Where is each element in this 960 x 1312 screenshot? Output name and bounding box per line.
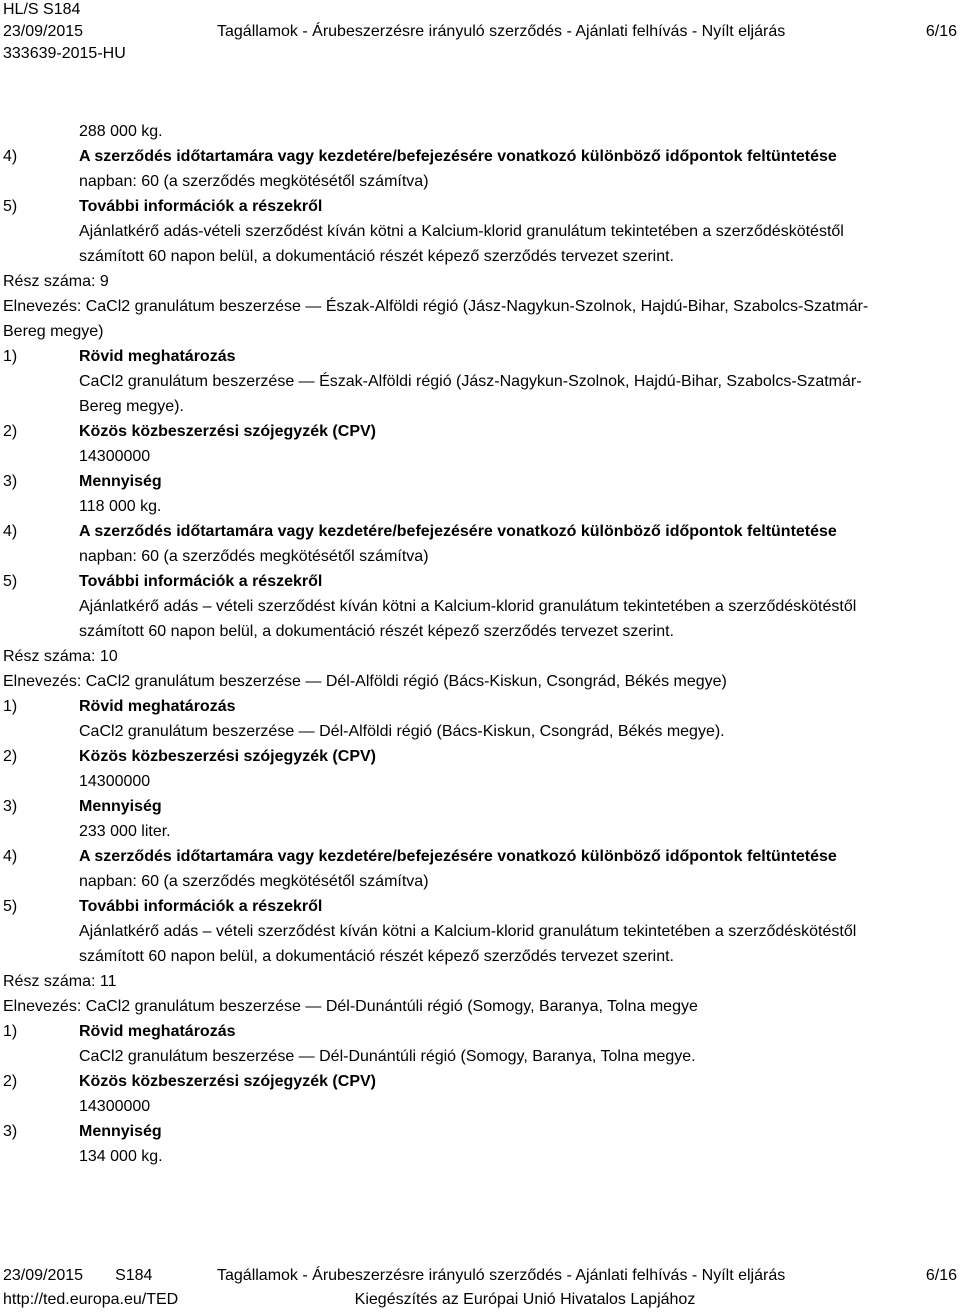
duration-value: napban: 60 (a szerződés megkötésétől számítva): [79, 173, 429, 190]
header-code: HL/S S184: [3, 1, 81, 18]
page-footer: [0, 1264, 960, 1311]
cpv-heading: [0, 419, 960, 444]
footer-left: [3, 1264, 178, 1312]
info-text-line: számított 60 napon belül, a dokumentáció részét képező szerződés tervezet szerint.: [79, 248, 674, 265]
cpv-heading: [0, 744, 960, 769]
quantity-label: Mennyiség: [79, 1123, 162, 1140]
quantity-label: Mennyiség: [79, 798, 162, 815]
item-number: 5): [3, 898, 18, 915]
info-text-line: Ajánlatkérő adás – vételi szerződést kíván kötni a Kalcium-klorid granulátum tekintetében a szerződéskötéstől: [79, 598, 857, 615]
part-title: Rész száma: 9: [3, 273, 109, 290]
info-label: További információk a részekről: [79, 573, 323, 590]
duration-heading: [0, 519, 960, 544]
header-ref: 333639-2015-HU: [3, 45, 126, 62]
quantity-heading: [0, 794, 960, 819]
cpv-value: 14300000: [79, 1098, 151, 1115]
duration-value: napban: 60 (a szerződés megkötésétől számítva): [79, 873, 429, 890]
document-body: [0, 119, 960, 1169]
duration-label: A szerződés időtartamára vagy kezdetére/befejezésére vonatkozó különböző időpontok feltüntetése: [79, 148, 837, 165]
header-left: [3, 0, 126, 65]
item-number: 2): [3, 748, 18, 765]
short-description-line: CaCl2 granulátum beszerzése — Dél-Dunántúli régió (Somogy, Baranya, Tolna megye.: [79, 1048, 696, 1065]
info-text-line: számított 60 napon belül, a dokumentáció részét képező szerződés tervezet szerint.: [79, 623, 674, 640]
info-label: További információk a részekről: [79, 898, 323, 915]
footer-issue: S184: [115, 1267, 153, 1284]
quantity-heading: [0, 469, 960, 494]
footer-date: 23/09/2015: [3, 1267, 84, 1284]
short-description-heading: [0, 1019, 960, 1044]
short-description-heading: [0, 694, 960, 719]
item-number: 1): [3, 698, 18, 715]
cpv-value: 14300000: [79, 773, 151, 790]
quantity-heading: [0, 1119, 960, 1144]
part-name-line: Elnevezés: CaCl2 granulátum beszerzése — Dél-Alföldi régió (Bács-Kiskun, Csongrád, Békés megye): [3, 673, 727, 690]
cpv-heading: [0, 1069, 960, 1094]
footer-supplement: Kiegészítés az Európai Unió Hivatalos Lapjához: [354, 1291, 696, 1308]
footer-title: Tagállamok - Árubeszerzésre irányuló szerződés - Ajánlati felhívás - Nyílt eljárás: [217, 1267, 786, 1284]
quantity-value: 134 000 kg.: [79, 1148, 163, 1165]
cpv-label: Közös közbeszerzési szójegyzék (CPV): [79, 748, 376, 765]
part-title: Rész száma: 10: [3, 648, 118, 665]
item-number: 3): [3, 473, 18, 490]
duration-value: napban: 60 (a szerződés megkötésétől számítva): [79, 548, 429, 565]
header-date: 23/09/2015: [3, 23, 84, 40]
part-name-line: Elnevezés: CaCl2 granulátum beszerzése — Észak-Alföldi régió (Jász-Nagykun-Szolnok, Hajdú-Bihar, Szabolcs-Szatmár-: [3, 298, 869, 315]
page-header: [0, 0, 960, 70]
info-text-line: Ajánlatkérő adás-vételi szerződést kíván kötni a Kalcium-klorid granulátum tekintetében a szerződéskötéstől: [79, 223, 844, 240]
quantity-value: 288 000 kg.: [79, 123, 163, 140]
item-number: 5): [3, 198, 18, 215]
item-number: 3): [3, 798, 18, 815]
footer-page: 6/16: [925, 1267, 957, 1284]
short-description-line: Bereg megye).: [79, 398, 184, 415]
duration-heading: [0, 144, 960, 169]
cpv-value: 14300000: [79, 448, 151, 465]
cpv-label: Közös közbeszerzési szójegyzék (CPV): [79, 1073, 376, 1090]
part-name-line: Bereg megye): [3, 323, 104, 340]
duration-label: A szerződés időtartamára vagy kezdetére/befejezésére vonatkozó különböző időpontok feltüntetése: [79, 848, 837, 865]
item-number: 1): [3, 348, 18, 365]
item-number: 2): [3, 423, 18, 440]
quantity-label: Mennyiség: [79, 473, 162, 490]
quantity-value: 233 000 liter.: [79, 823, 171, 840]
quantity-value: 118 000 kg.: [79, 498, 162, 515]
item-number: 3): [3, 1123, 18, 1140]
short-description-label: Rövid meghatározás: [79, 348, 236, 365]
duration-label: A szerződés időtartamára vagy kezdetére/befejezésére vonatkozó különböző időpontok feltüntetése: [79, 523, 837, 540]
item-number: 4): [3, 848, 18, 865]
part-title: Rész száma: 11: [3, 973, 117, 990]
short-description-label: Rövid meghatározás: [79, 1023, 236, 1040]
item-number: 1): [3, 1023, 18, 1040]
item-number: 5): [3, 573, 18, 590]
info-heading: [0, 894, 960, 919]
part-name-line: Elnevezés: CaCl2 granulátum beszerzése — Dél-Dunántúli régió (Somogy, Baranya, Tolna megye: [3, 998, 698, 1015]
info-label: További információk a részekről: [79, 198, 323, 215]
cpv-label: Közös közbeszerzési szójegyzék (CPV): [79, 423, 376, 440]
info-heading: [0, 569, 960, 594]
duration-heading: [0, 844, 960, 869]
footer-url[interactable]: http://ted.europa.eu/TED: [3, 1291, 179, 1308]
item-number: 4): [3, 148, 18, 165]
header-title: Tagállamok - Árubeszerzésre irányuló szerződés - Ajánlati felhívás - Nyílt eljárás: [217, 23, 786, 40]
item-number: 4): [3, 523, 18, 540]
short-description-line: CaCl2 granulátum beszerzése — Dél-Alföldi régió (Bács-Kiskun, Csongrád, Békés megye).: [79, 723, 725, 740]
info-heading: [0, 194, 960, 219]
short-description-heading: [0, 344, 960, 369]
header-page: 6/16: [925, 23, 957, 40]
short-description-label: Rövid meghatározás: [79, 698, 236, 715]
info-text-line: Ajánlatkérő adás – vételi szerződést kíván kötni a Kalcium-klorid granulátum tekintetében a szerződéskötéstől: [79, 923, 857, 940]
item-number: 2): [3, 1073, 18, 1090]
info-text-line: számított 60 napon belül, a dokumentáció részét képező szerződés tervezet szerint.: [79, 948, 674, 965]
short-description-line: CaCl2 granulátum beszerzése — Észak-Alföldi régió (Jász-Nagykun-Szolnok, Hajdú-Bihar, Szabolcs-Szatmár-: [79, 373, 862, 390]
